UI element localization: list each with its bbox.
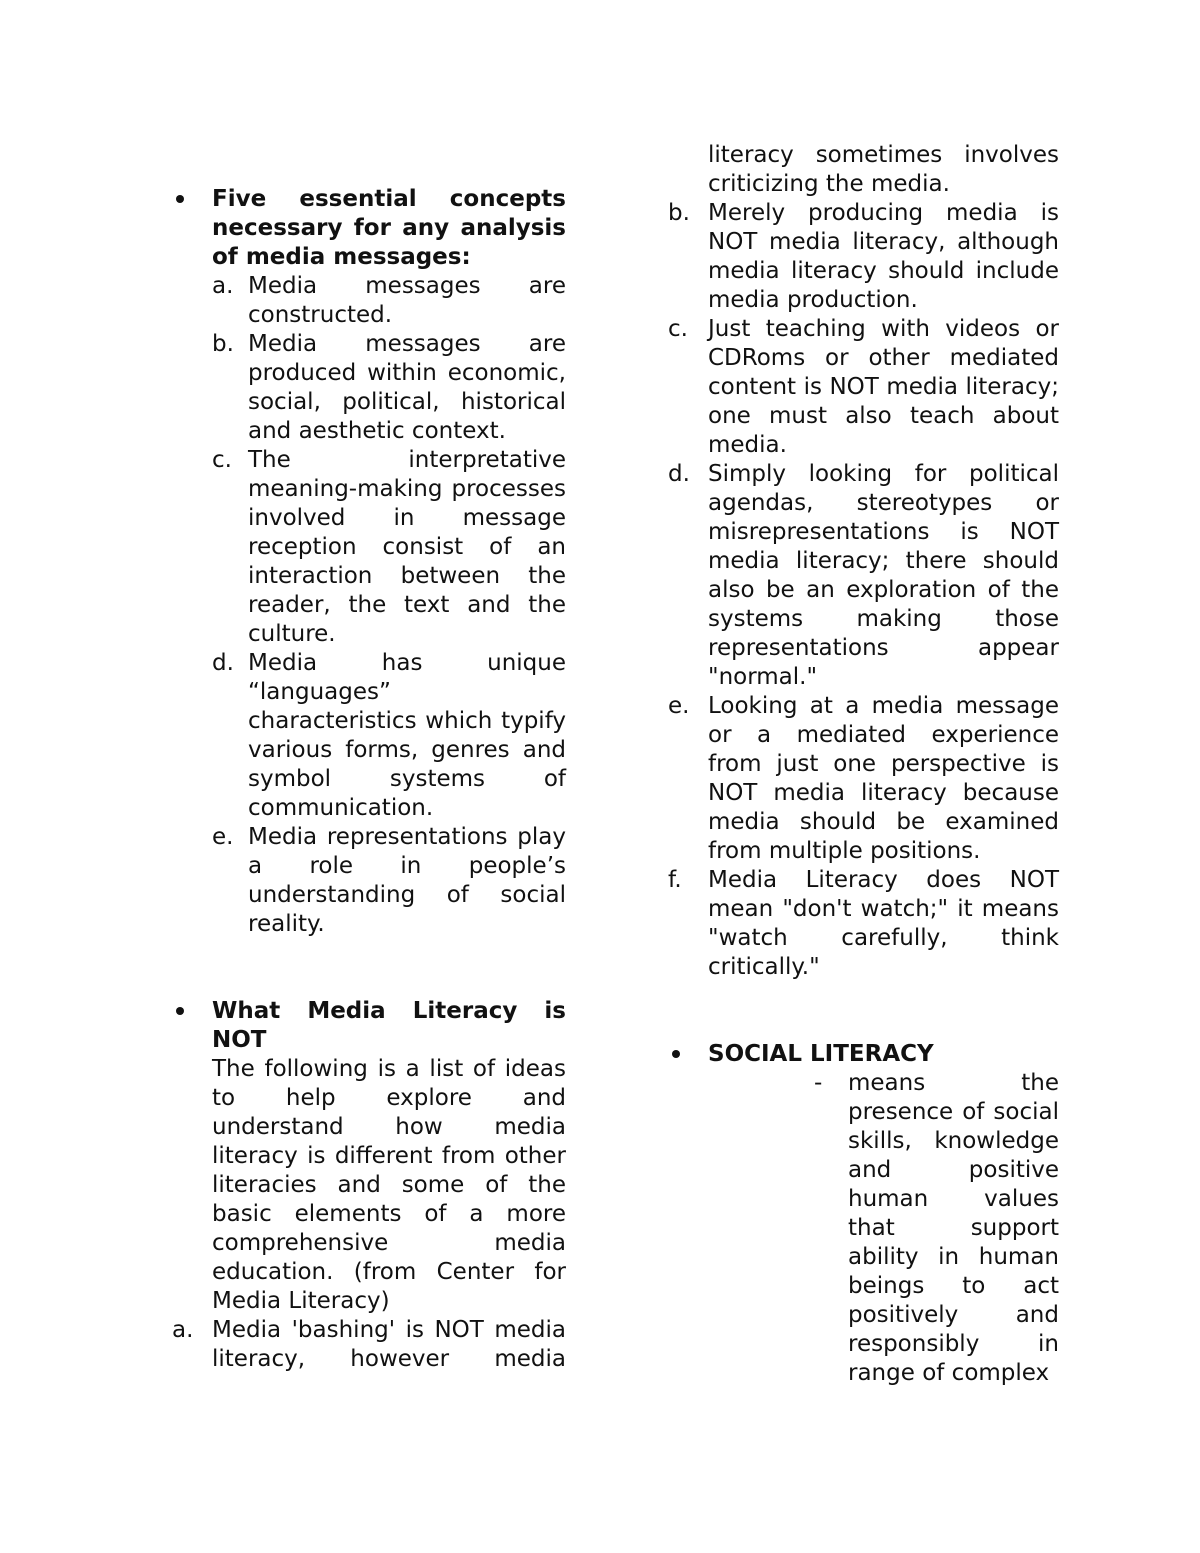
list-item: d. Simply looking for political agendas, stereotypes or misrepresentations is NOT media literacy; there should also be an exploration of the systems making those representations appear "normal." bbox=[668, 461, 1059, 690]
list-item: b. Media messages are produced within economic, social, political, historical and aesthetic context. bbox=[212, 331, 566, 444]
section-heading-social-literacy: SOCIAL LITERACY bbox=[668, 1040, 1059, 1069]
intro-paragraph: The following is a list of ideas to help explore and understand how media literacy is different from other literacies and some of the basic elements of a more comprehensive media education. (from Center for Media Literacy) bbox=[212, 1056, 566, 1314]
section-heading-not-media-literacy: What Media Literacy is NOT bbox=[172, 997, 566, 1055]
list-item: c. The interpretative meaning-making processes involved in message reception consist of an interaction between the reader, the text and the culture. bbox=[212, 447, 566, 647]
bullet-icon bbox=[176, 1007, 184, 1015]
list-item: c. Just teaching with videos or CDRoms or other mediated content is NOT media literacy; one must also teach about media. bbox=[668, 316, 1059, 458]
list-item: e. Media representations play a role in people’s understanding of social reality. bbox=[212, 824, 566, 937]
list-item: e. Looking at a media message or a mediated experience from just one perspective is NOT media literacy because media should be examined from multiple positions. bbox=[668, 693, 1059, 864]
right-column bbox=[668, 0, 1059, 1388]
section-heading-five-concepts: Five essential concepts necessary for any analysis of media messages: bbox=[172, 185, 566, 272]
left-column bbox=[172, 0, 566, 1374]
continued-text: literacy sometimes involves criticizing the media. bbox=[708, 142, 1059, 197]
list-item: d. Media has unique “languages” characteristics which typify various forms, genres and symbol systems of communication. bbox=[212, 650, 566, 821]
list-item: f. Media Literacy does NOT mean "don't watch;" it means "watch carefully, think critically." bbox=[668, 867, 1059, 980]
list-item: b. Merely producing media is NOT media literacy, although media literacy should include media production. bbox=[668, 200, 1059, 313]
list-item: a. Media messages are constructed. bbox=[212, 273, 566, 328]
list-item: a. Media 'bashing' is NOT media literacy, however media bbox=[172, 1317, 566, 1372]
bullet-icon bbox=[176, 195, 184, 203]
definition-item: - means the presence of social skills, knowledge and positive human values that support ability in human beings to act positively and responsibly in range of complex bbox=[814, 1070, 1059, 1386]
bullet-icon bbox=[672, 1050, 680, 1058]
